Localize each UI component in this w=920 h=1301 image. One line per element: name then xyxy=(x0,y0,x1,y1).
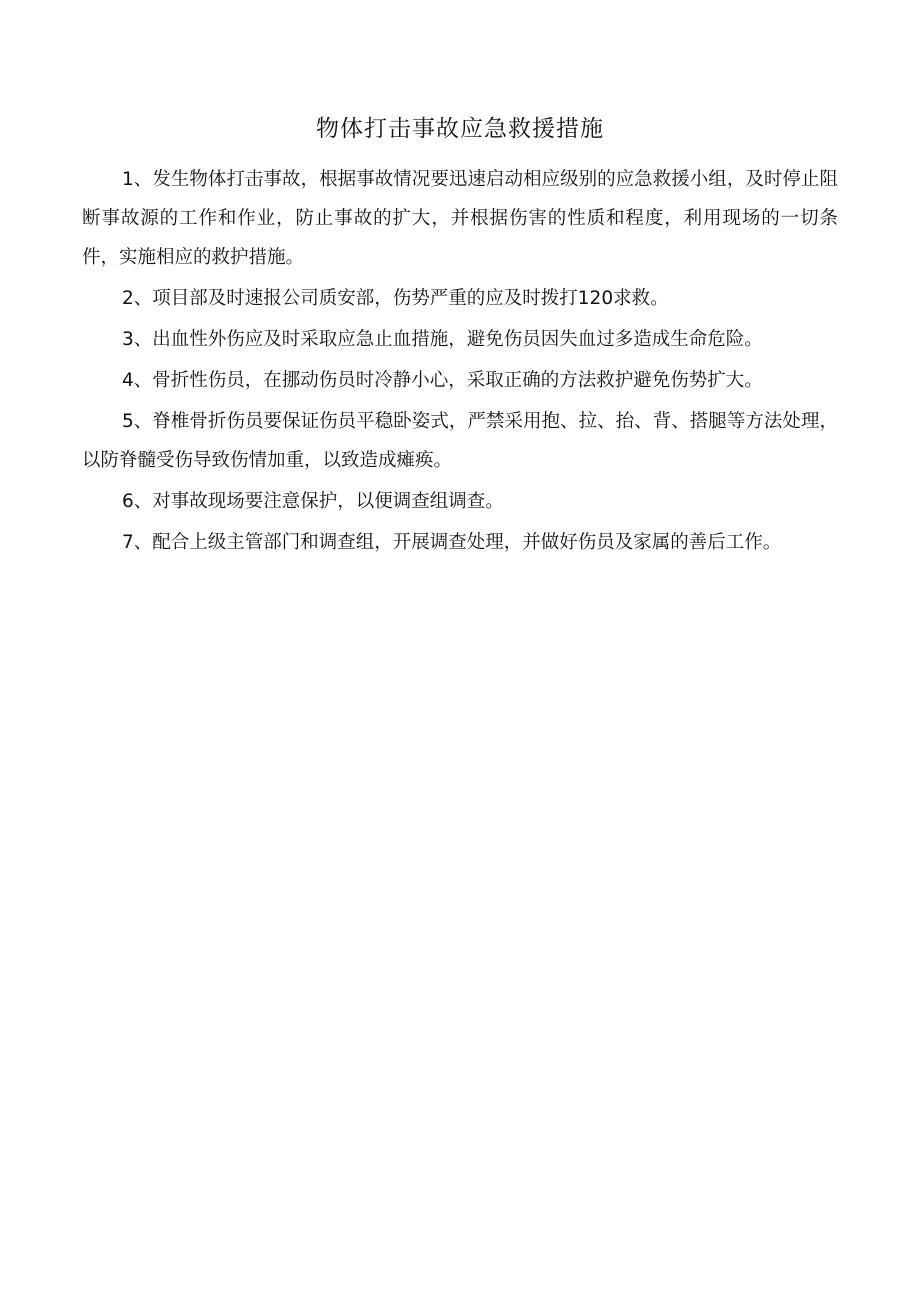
paragraph-6: 6、对事故现场要注意保护，以便调查组调查。 xyxy=(122,491,504,512)
paragraph-3: 3、出血性外伤应及时采取应急止血措施，避免伤员因失血过多造成生命危险。 xyxy=(122,329,763,350)
document-body xyxy=(82,160,838,564)
paragraph-1: 1、发生物体打击事故，根据事故情况要迅速启动相应级别的应急救援小组，及时停止阻断事故源的工作和作业，防止事故的扩大，并根据伤害的性质和程度，利用现场的一切条件，实施相应的救护措施。 xyxy=(82,169,838,268)
paragraph-2: 2、项目部及时速报公司质安部，伤势严重的应及时拨打120求救。 xyxy=(122,288,669,309)
paragraph-7: 7、配合上级主管部门和调查组，开展调查处理，并做好伤员及家属的善后工作。 xyxy=(122,532,782,553)
document-title: 物体打击事故应急救援措施 xyxy=(316,116,604,142)
paragraph-5: 5、脊椎骨折伤员要保证伤员平稳卧姿式，严禁采用抱、拉、抬、背、搭腿等方法处理，以防脊髓受伤导致伤情加重，以致造成瘫痪。 xyxy=(82,411,838,471)
paragraph-4: 4、骨折性伤员，在挪动伤员时冷静小心，采取正确的方法救护避免伤势扩大。 xyxy=(122,370,763,391)
